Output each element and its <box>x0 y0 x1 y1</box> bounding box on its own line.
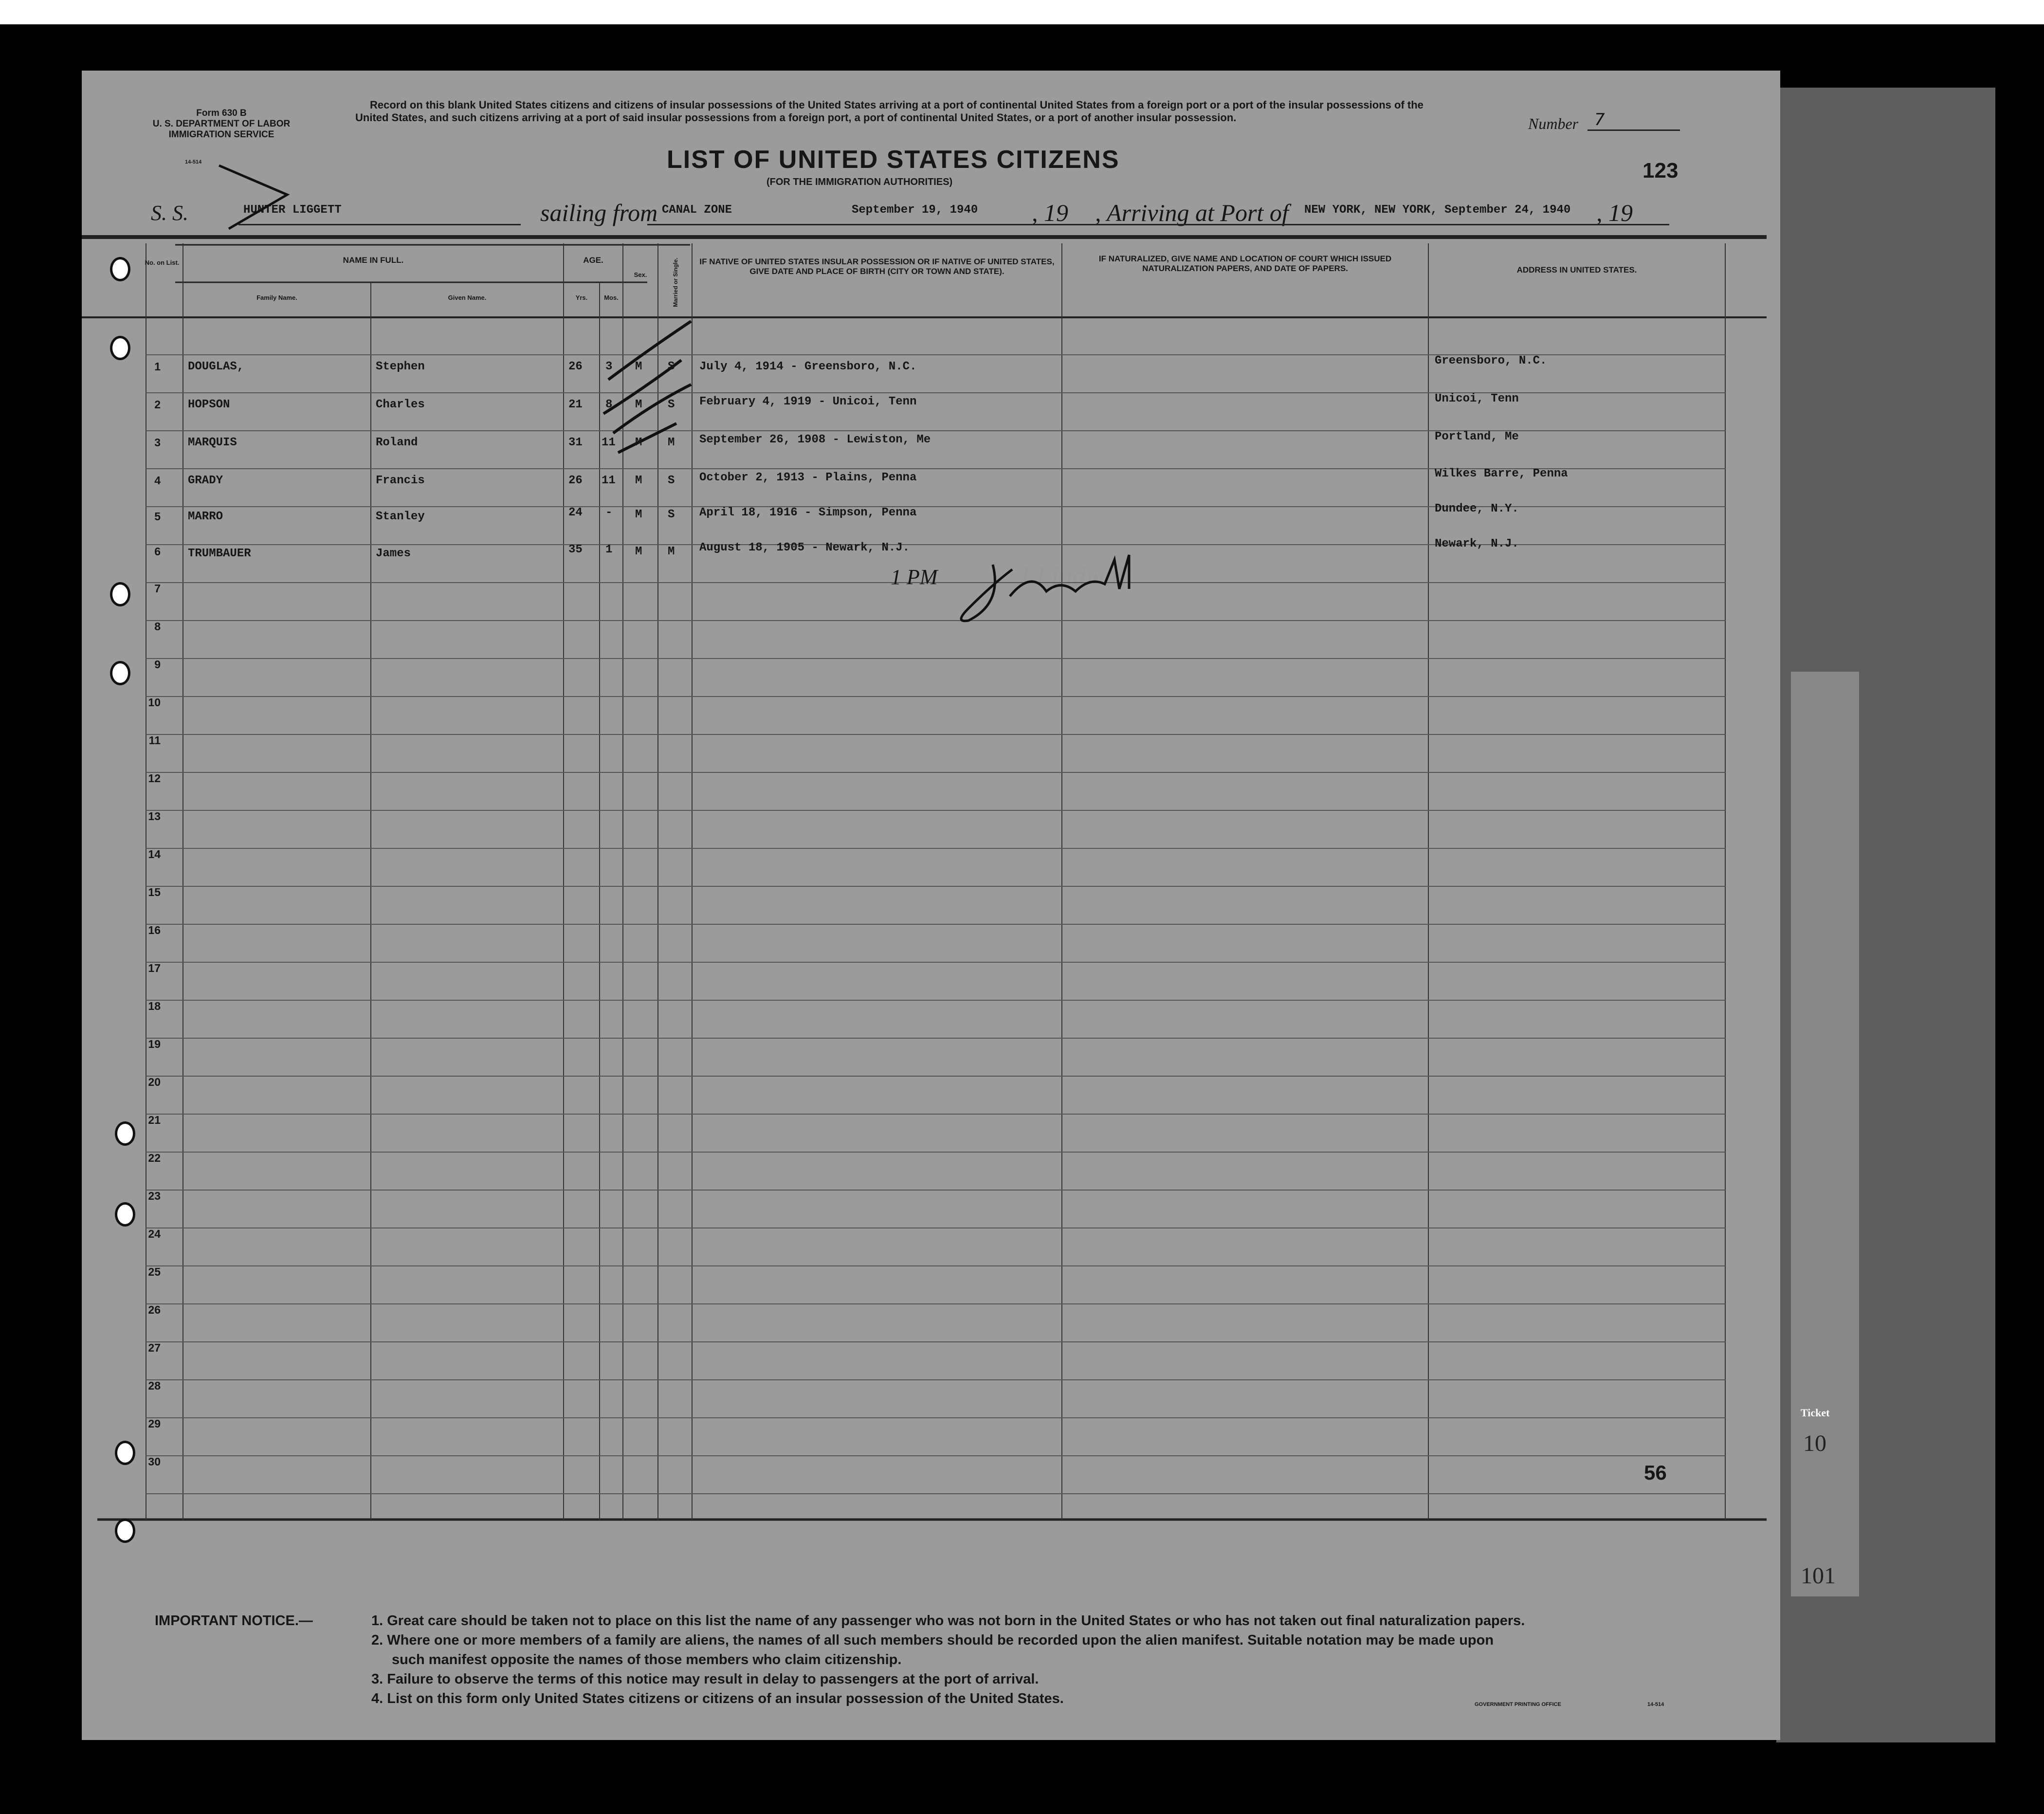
family-name: TRUMBAUER <box>188 547 251 560</box>
row-number: 29 <box>148 1417 161 1430</box>
signature <box>1017 561 1133 592</box>
address: Newark, N.J. <box>1435 537 1519 550</box>
side-fragment-ticket: Ticket <box>1801 1407 1830 1419</box>
sex: M <box>635 508 642 521</box>
punch-hole-icon <box>115 1441 135 1465</box>
sheet-number: 123 <box>1642 159 1679 183</box>
given-name: Stanley <box>376 510 425 523</box>
col-naturalized: IF NATURALIZED, GIVE NAME AND LOCATION OF COURT WHICH ISSUED NATURALIZATION PAPERS, AND DATE OF PAPERS. <box>1098 254 1392 273</box>
address: Portland, Me <box>1435 430 1519 443</box>
family-name: DOUGLAS, <box>188 360 244 373</box>
notice-item-4: 4. List on this form only United States citizens or citizens of an insular possession of the United States. <box>371 1691 1064 1706</box>
family-name: MARQUIS <box>188 436 237 449</box>
age-months: 11 <box>602 436 616 449</box>
form-number: Form 630 B <box>196 108 247 118</box>
bottom-page-number: 56 <box>1644 1461 1667 1484</box>
row-number: 27 <box>148 1341 161 1354</box>
year-label: , 19 <box>1032 199 1068 226</box>
arriving-port: NEW YORK, NEW YORK, September 24, 1940 <box>1304 203 1571 217</box>
col-sex: Sex. <box>634 271 647 278</box>
punch-hole-icon <box>110 257 130 281</box>
punch-hole-icon <box>110 661 130 685</box>
col-age: AGE. <box>583 256 603 265</box>
sex: M <box>635 474 642 487</box>
col-mos: Mos. <box>604 294 619 301</box>
ship-name: HUNTER LIGGETT <box>243 203 342 217</box>
punch-hole-icon <box>115 1519 135 1543</box>
sex: M <box>635 436 642 449</box>
marital-status: S <box>668 508 675 521</box>
marital-status: S <box>668 360 675 373</box>
birth-date-place: September 26, 1908 - Lewiston, Me <box>699 433 931 446</box>
row-number: 21 <box>148 1114 161 1126</box>
address: Greensboro, N.C. <box>1435 354 1547 367</box>
col-birth: IF NATIVE OF UNITED STATES INSULAR POSSESSION OR IF NATIVE OF UNITED STATES, GIVE DATE AND PLACE OF BIRTH (CITY OR TOWN AND STATE). <box>699 257 1055 276</box>
marital-status: M <box>668 436 675 449</box>
birth-date-place: July 4, 1914 - Greensboro, N.C. <box>699 360 917 373</box>
row-number: 17 <box>148 962 161 974</box>
row-number: 10 <box>148 696 161 709</box>
row-number: 1 <box>154 360 161 373</box>
col-family-name: Family Name. <box>256 294 297 301</box>
age-months: 1 <box>605 543 613 556</box>
row-number: 4 <box>154 474 161 487</box>
birth-date-place: April 18, 1916 - Simpson, Penna <box>699 506 917 519</box>
age-years: 31 <box>568 436 583 449</box>
row-number: 13 <box>148 810 161 823</box>
punch-hole-icon <box>115 1121 135 1146</box>
notice-item-3: 3. Failure to observe the terms of this notice may result in delay to passengers at the port of arrival. <box>371 1671 1039 1687</box>
given-name: Charles <box>376 398 425 411</box>
ship-prefix: S. S. <box>151 201 188 225</box>
row-number: 23 <box>148 1190 161 1202</box>
row-number: 8 <box>154 620 161 633</box>
given-name: Roland <box>376 436 418 449</box>
form-instructions: Record on this blank United States citizens and citizens of insular possessions of the United States arriving at a port of continental United States from a foreign port or a port of the insular possessions of the United States, and such citizens arriving at a port of said insular possessions from a foreign port, a port of continental United States, or a port of another insular possession. <box>355 99 1424 124</box>
age-months: - <box>605 506 613 519</box>
row-number: 25 <box>148 1265 161 1278</box>
page-subtitle: (FOR THE IMMIGRATION AUTHORITIES) <box>766 177 953 187</box>
year-label-2: , 19 <box>1596 199 1633 226</box>
address: Dundee, N.Y. <box>1435 502 1519 515</box>
age-years: 24 <box>568 506 583 519</box>
side-fragment-101: 101 <box>1801 1563 1836 1589</box>
age-years: 26 <box>568 360 583 373</box>
row-number: 24 <box>148 1228 161 1240</box>
col-address: ADDRESS IN UNITED STATES. <box>1516 265 1637 275</box>
sailing-from-label: sailing from <box>540 199 658 226</box>
number-label: Number <box>1528 115 1579 132</box>
col-no-on-list: No. on List. <box>145 259 180 266</box>
age-years: 21 <box>568 398 583 411</box>
row-number: 20 <box>148 1076 161 1088</box>
notice-item-2-cont: such manifest opposite the names of those members who claim citizenship. <box>392 1652 902 1667</box>
given-name: Stephen <box>376 360 425 373</box>
col-married-single: Married or Single. <box>672 257 679 307</box>
row-number: 12 <box>148 772 161 785</box>
page-title: LIST OF UNITED STATES CITIZENS <box>667 146 1120 174</box>
form-service: IMMIGRATION SERVICE <box>168 129 274 140</box>
row-number: 9 <box>154 658 161 671</box>
row-number: 30 <box>148 1455 161 1468</box>
side-fragment-10: 10 <box>1803 1430 1826 1456</box>
sailing-date: September 19, 1940 <box>852 203 978 217</box>
age-months: 11 <box>602 474 616 487</box>
notice-label: IMPORTANT NOTICE.— <box>155 1613 313 1629</box>
arriving-label: , Arriving at Port of <box>1095 199 1289 226</box>
marital-status: S <box>668 398 675 411</box>
row-number: 2 <box>154 398 161 411</box>
row-number: 7 <box>154 582 161 595</box>
row-number: 3 <box>154 436 161 449</box>
marital-status: S <box>668 474 675 487</box>
age-years: 35 <box>568 543 583 556</box>
address: Unicoi, Tenn <box>1435 392 1519 405</box>
sex: M <box>635 360 642 373</box>
row-number: 15 <box>148 886 161 898</box>
row-number: 5 <box>154 510 161 523</box>
sex: M <box>635 545 642 558</box>
check-marks <box>603 321 691 453</box>
printer-credit: GOVERNMENT PRINTING OFFICE <box>1475 1702 1561 1707</box>
sailing-from: CANAL ZONE <box>662 203 732 217</box>
form-code: 14-514 <box>185 159 202 165</box>
birth-date-place: August 18, 1905 - Newark, N.J. <box>699 541 910 554</box>
row-number: 22 <box>148 1152 161 1164</box>
number-value: 7 <box>1594 110 1605 129</box>
age-months: 8 <box>605 398 613 411</box>
punch-hole-icon <box>115 1202 135 1227</box>
given-name: James <box>376 547 411 560</box>
family-name: GRADY <box>188 474 223 487</box>
age-months: 3 <box>605 360 613 373</box>
row-number: 18 <box>148 1000 161 1012</box>
sex: M <box>635 398 642 411</box>
col-name-in-full: NAME IN FULL. <box>343 256 404 265</box>
signature-note: 1 PM <box>891 565 938 589</box>
row-number: 16 <box>148 924 161 936</box>
family-name: MARRO <box>188 510 223 523</box>
row-number: 14 <box>148 848 161 861</box>
row-number: 28 <box>148 1379 161 1392</box>
col-given-name: Given Name. <box>448 294 487 301</box>
col-yrs: Yrs. <box>575 294 588 301</box>
marital-status: M <box>668 545 675 558</box>
family-name: HOPSON <box>188 398 230 411</box>
birth-date-place: February 4, 1919 - Unicoi, Tenn <box>699 395 917 408</box>
notice-item-1: 1. Great care should be taken not to place on this list the name of any passenger who was not born in the United States or who has not taken out final naturalization papers. <box>371 1613 1525 1629</box>
punch-hole-icon <box>110 336 130 360</box>
birth-date-place: October 2, 1913 - Plains, Penna <box>699 471 917 484</box>
form-department: U. S. DEPARTMENT OF LABOR <box>152 119 291 129</box>
punch-hole-icon <box>110 582 130 606</box>
given-name: Francis <box>376 474 425 487</box>
row-number: 6 <box>154 545 161 558</box>
row-number: 26 <box>148 1303 161 1316</box>
footer-code: 14-514 <box>1647 1702 1664 1707</box>
row-number: 19 <box>148 1038 161 1050</box>
row-number: 11 <box>148 734 161 747</box>
address: Wilkes Barre, Penna <box>1435 467 1568 480</box>
notice-item-2: 2. Where one or more members of a family are aliens, the names of all such members should be recorded upon the alien manifest. Suitable notation may be made upon <box>371 1632 1494 1648</box>
age-years: 26 <box>568 474 583 487</box>
